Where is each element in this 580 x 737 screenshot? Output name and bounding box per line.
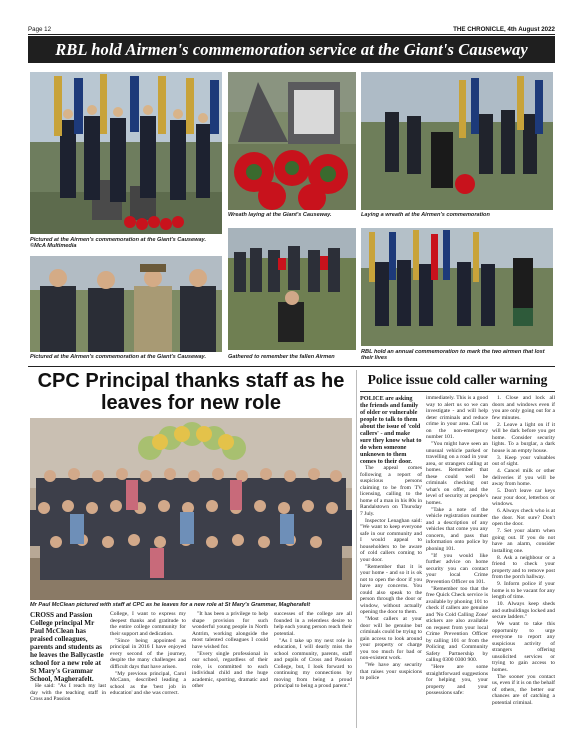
cpc-paragraph: He said: "As I reach my last day with the teaching staff in Cross and Passion: [30, 683, 106, 702]
police-paragraph: "We have any security that raises your suspicions to police: [360, 662, 422, 681]
publication-dateline: THE CHRONICLE, 4th August 2022: [453, 26, 555, 33]
rbl-caption-2: Wreath laying at the Giant's Causeway.: [228, 212, 332, 218]
rbl-photo-annual-commemoration: [361, 228, 553, 346]
cpc-column-4: [274, 611, 352, 726]
police-paragraph: The appeal comes following a report of suspicious persons claiming to be from TV licensing, calling to the home of a man in his 80s in Randalstown on Thursday 7 July.: [360, 465, 422, 517]
police-paragraph: The sooner you contact us, even if it is on the behalf of others, the better our chances are of catching a potential criminal.: [492, 673, 555, 706]
police-paragraph: "Remember too that the free Quick Check service is available by phoning 101 to check if callers are genuine and 'No Cold Calling Zone' stickers are also available on request from your local Crime Prevention Officer by calling 101 or from the Policing and Community Safety Partnership by calling 0300 0300 900.: [426, 585, 488, 663]
police-column-3: [492, 395, 555, 728]
police-tip: 7. Set your alarm when going out. If you do not have an alarm, consider installing one.: [492, 528, 555, 554]
police-tip: 4. Cancel milk or other deliveries if you will be away from home.: [492, 468, 555, 487]
police-paragraph: "Remember that it is your home - and so it is ok not to open the door if you have any concerns. You could also speak to the person through the door or window, without actually opening the door to them.: [360, 563, 422, 615]
rbl-caption-4: Pictured at the Airmen's commemoration at the Giant's Causeway.: [30, 354, 207, 360]
header-rule: [28, 34, 555, 35]
rbl-caption-5: Gathered to remember the fallen Airmen: [228, 354, 335, 360]
police-paragraph: "If you would like further advice on home security you can contact your local Crime Prevention Officer on 101.: [426, 552, 488, 585]
police-tip: 3. Keep your valuables out of sight.: [492, 454, 555, 467]
rbl-photo-gathered: [228, 228, 356, 350]
cpc-paragraph: "As I take up my next role in education, I will dearly miss the school community, parents, staff and pupils of Cross and Passion College, but, I look forward to continuing my connections by moving from being a proud principal to being a proud parent.": [274, 637, 352, 689]
police-tip: 5. Don't leave car keys near your door, letterbox or windows.: [492, 488, 555, 507]
cpc-paragraph: College, I want to express my deepest thanks and gratitude to the entire college community for their support and dedication.: [110, 611, 186, 637]
police-paragraph: "You might have seen an unusual vehicle parked or travelling on a road in your area, or strangers calling at homes. Remember that these could well be criminals checking out what's on offer, and the level of security at people's homes.: [426, 441, 488, 506]
cpc-paragraph: "Every single professional in our school, regardless of their role, is committed to each individual child and the huge academic, sporting, dramatic and other: [192, 650, 268, 689]
police-paragraph: "Take a note of the vehicle registration number and a description of any vehicles that come you any concern, and pass that information onto police by phoning 101.: [426, 506, 488, 552]
police-tip: 6. Always check who is at the door. Not sure? Don't open the door.: [492, 508, 555, 527]
cpc-column-2: [110, 611, 186, 726]
police-tip: 10. Always keep sheds and outbuildings locked and secure ladders.": [492, 601, 555, 620]
police-paragraph: Inspector Lenaghan said: "We want to keep everyone safe in our community and I would appeal to householders to be aware of cold callers coming to your door.: [360, 517, 422, 563]
cpc-photo-caption: Mr Paul McClean pictured with staff at CPC as he leaves for a new role at St Mary's Grammar, Magherafelt: [30, 602, 311, 608]
police-tip: 8. Ask a neighbour or a friend to check your property and to remove post from the porch hallway.: [492, 554, 555, 580]
rbl-caption-1: Pictured at the Airmen's commemoration at the Giant's Causeway. ©McA Multimedia: [30, 237, 207, 250]
rbl-photo-laying-wreath: [361, 72, 553, 210]
rbl-headline: RBL hold Airmen's commemoration service at the Giant's Causeway: [55, 39, 528, 59]
cpc-lead-paragraph: CROSS and Passion College principal Mr Paul McClean has praised colleagues, parents and students as he leaves the Ballycastle school for a new role at St Mary's Grammar School, Magherafelt.: [30, 611, 104, 683]
cpc-column-3: [192, 611, 268, 726]
cpc-column-1: [30, 611, 106, 726]
cpc-paragraph: "Since being appointed as principal in 2016 I have enjoyed every second of the journey, despite the many challenges and difficult days that have arisen.: [110, 637, 186, 670]
page-number: Page 12: [28, 26, 52, 33]
police-headline-rule: [360, 391, 555, 392]
cpc-paragraph: successes of the college are all founded in a relentless desire to help each young person reach their potential.: [274, 611, 352, 637]
cpc-paragraph: "My previous principal, Carol McCann, described leading a school as the 'best job in education' and she was correct.: [110, 670, 186, 696]
cpc-paragraph: "It has been a privilege to help shape provision for such wonderful young people in North Antrim, working alongside the most talented colleagues I could have wished for.: [192, 611, 268, 650]
police-paragraph: immediately. This is a good way to alert us so we can investigate - and will help deter criminals and reduce crime in your area. Call us on the non-emergency number 101.: [426, 395, 488, 440]
police-tip: 9. Inform police if your home is to be vacant for any length of time.: [492, 581, 555, 600]
rbl-caption-3: Laying a wreath at the Airmen's commemoration: [361, 212, 490, 218]
story-divider: [356, 370, 357, 728]
police-tip: 2. Leave a light on if it will be dark before you get home. Consider security lights. To a burglar, a dark house is an empty house.: [492, 421, 555, 454]
police-tip: 1. Close and lock all doors and windows even if you are only going out for a few minutes.: [492, 395, 555, 421]
section-rule: [28, 366, 555, 367]
rbl-photo-group-four: [30, 256, 222, 352]
rbl-photo-standard-bearers: [30, 72, 222, 234]
cpc-staff-photo: [30, 418, 352, 600]
police-paragraph: "Most callers at your door will be genuine but criminals could be trying to gain access to look around your property or charge you too much for bad or non-existent work.: [360, 616, 422, 661]
police-lead-paragraph: POLICE are asking the friends and family of older or vulnerable people to talk to them about the issue of 'cold callers' - and make sure they know what to do when someone unknown to them comes to their door.: [360, 395, 422, 465]
police-headline: Police issue cold caller warning: [367, 372, 548, 387]
police-paragraph: "Here are some straightforward suggestions for helping you, your property and your possessions safe:: [426, 664, 488, 696]
cpc-headline: CPC Principal thanks staff as he leaves for new role: [37, 370, 345, 414]
police-paragraph: We want to take this opportunity to urge everyone to report any suspicious activity of strangers offering unsolicited services or trying to gain access to homes.: [492, 621, 555, 673]
police-column-2: [426, 395, 488, 728]
rbl-headline-banner: [28, 36, 555, 63]
police-column-1: [360, 395, 422, 728]
rbl-caption-6: RBL hold an annual commemoration to mark the two airmen that lost their lives: [361, 349, 545, 362]
rbl-photo-wreath-laying: [228, 72, 356, 210]
